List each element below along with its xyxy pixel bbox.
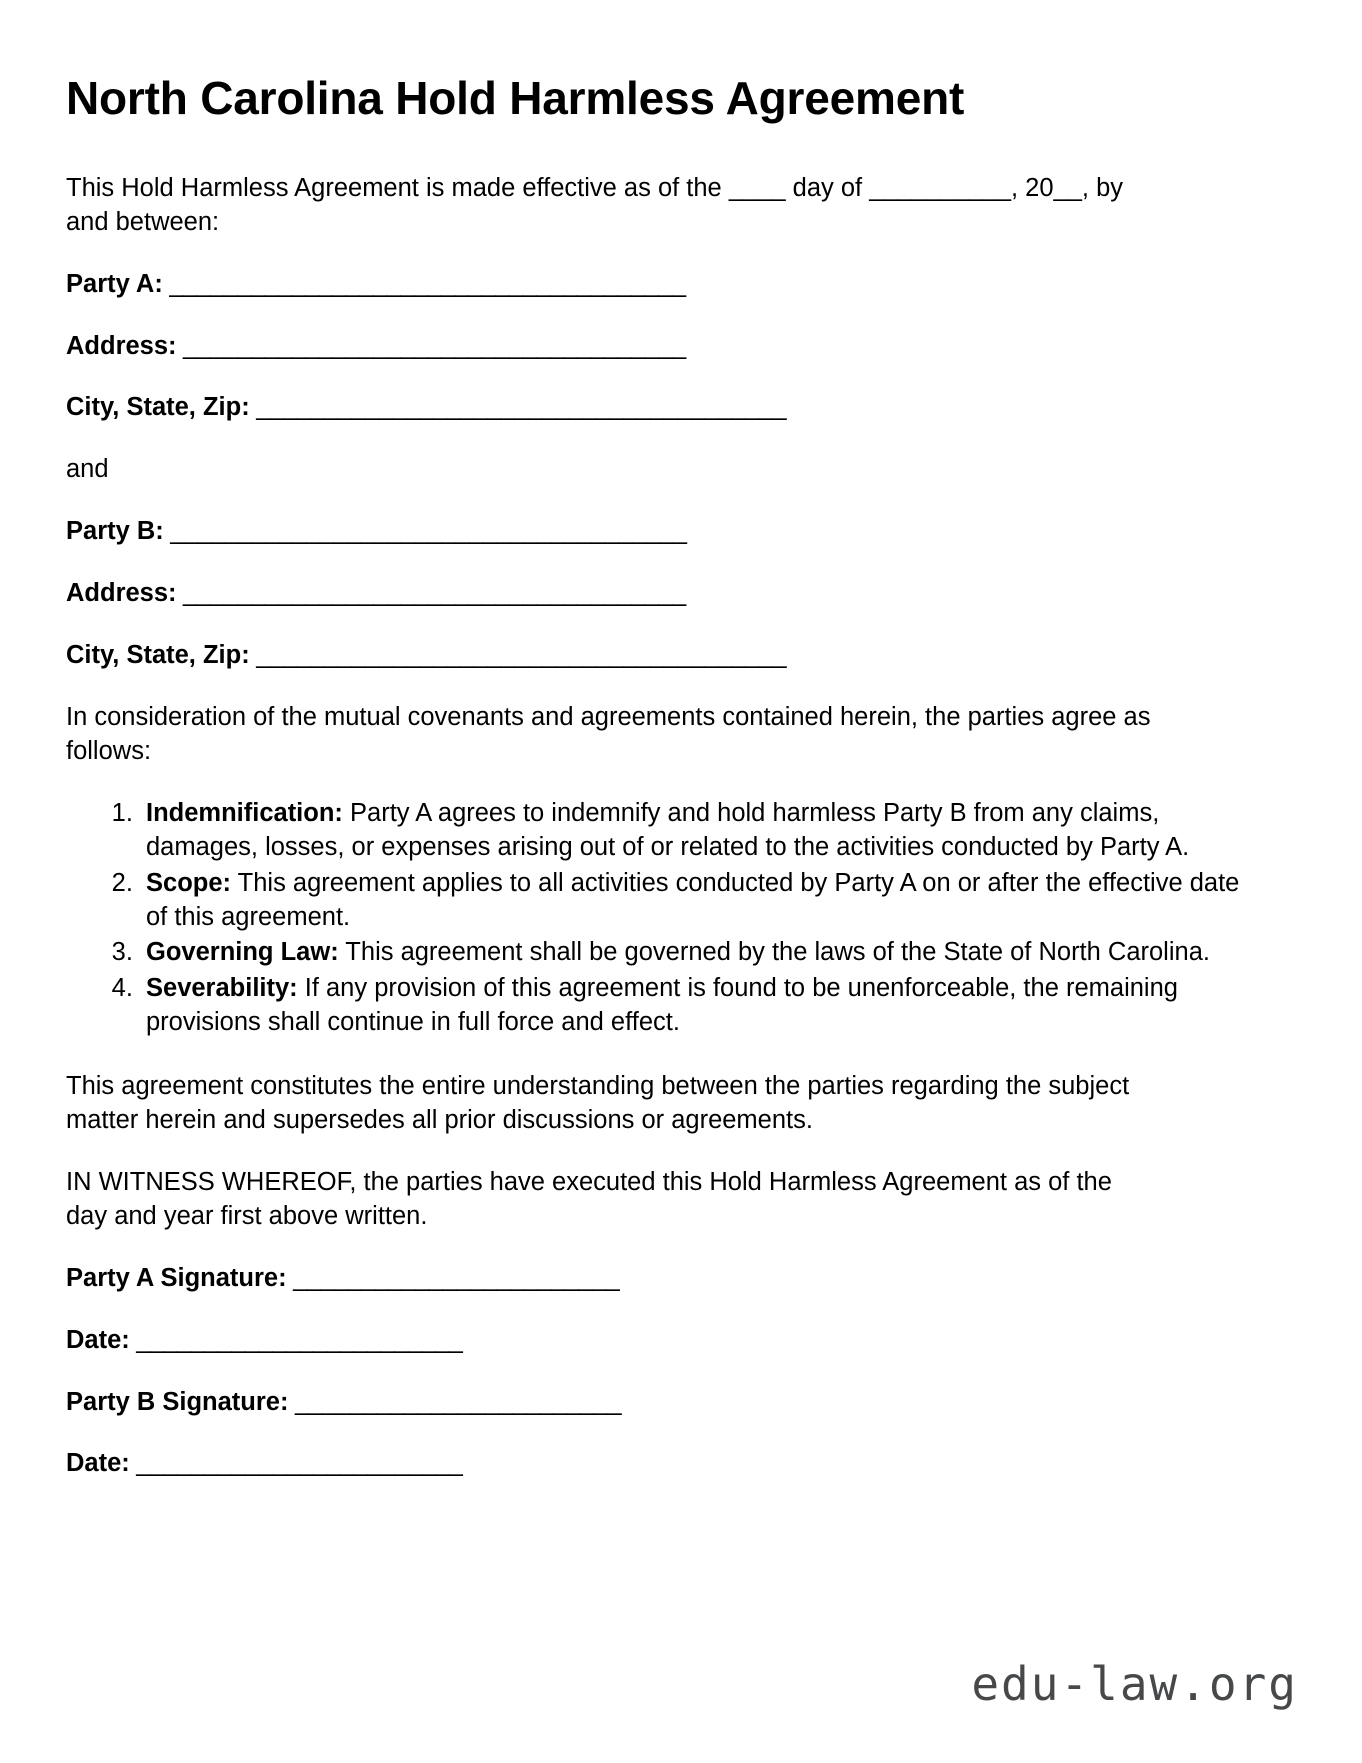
page-title: North Carolina Hold Harmless Agreement [66, 72, 965, 124]
party-a-signature-label: Party A Signature: [66, 1263, 287, 1292]
party-b-date-field [66, 1447, 1296, 1481]
party-a-date-label: Date: [66, 1325, 130, 1354]
conjunction-text: and [66, 455, 109, 484]
party-a-address-field [66, 330, 1296, 364]
party-b-signature-field [66, 1386, 1296, 1420]
party-b-name-label: Party B: [66, 517, 164, 546]
party-a-city-label: City, State, Zip: [66, 393, 250, 422]
intro-paragraph: This Hold Harmless Agreement is made effective as of the ____ day of __________, 20__, by and between: [66, 173, 1124, 236]
list-item [140, 972, 1240, 1040]
party-a-address-rule[interactable]: _____________________________________ [176, 331, 686, 360]
party-a-name-label: Party A: [66, 269, 163, 298]
clause-text: If any provision of this agreement is found to be unenforceable, the remaining provisions shall continue in full force and effect. [146, 974, 1178, 1037]
party-a-name-field [66, 268, 1296, 302]
party-b-city-field [66, 639, 1296, 673]
list-item [140, 797, 1240, 865]
party-b-signature-rule[interactable]: ________________________ [288, 1387, 621, 1416]
clause-text: This agreement applies to all activities conducted by Party A on or after the effective date of this agreement. [146, 868, 1240, 931]
site-watermark: edu-law.org [971, 1657, 1298, 1711]
clause-list [66, 797, 1240, 1040]
party-a-date-field [66, 1324, 1296, 1358]
clause-text: Party A agrees to indemnify and hold harmless Party B from any claims, damages, losses, or expenses arising out of or related to the activities conducted by Party A. [146, 798, 1190, 861]
party-b-date-label: Date: [66, 1449, 130, 1478]
list-item [140, 867, 1240, 935]
party-a-city-field [66, 391, 1296, 425]
list-item [140, 936, 1240, 970]
signature-block [66, 1262, 1296, 1482]
clause-term: Scope: [146, 868, 232, 897]
clause-term: Indemnification: [146, 798, 343, 827]
party-b-address-label: Address: [66, 579, 177, 608]
party-b-name-rule[interactable]: ______________________________________ [163, 517, 687, 546]
party-b-date-rule[interactable]: ________________________ [129, 1449, 463, 1478]
party-b-city-label: City, State, Zip: [66, 641, 250, 670]
party-a-signature-field [66, 1262, 1296, 1296]
party-a-signature-rule[interactable]: ________________________ [286, 1263, 620, 1292]
witness-paragraph: IN WITNESS WHEREOF, the parties have executed this Hold Harmless Agreement as of the day and year first above written. [66, 1167, 1112, 1230]
clause-text: This agreement shall be governed by the laws of the State of North Carolina. [338, 938, 1210, 967]
party-a-date-rule[interactable]: ________________________ [129, 1325, 463, 1354]
party-b-city-rule[interactable]: _______________________________________ [249, 641, 786, 670]
party-a-address-label: Address: [66, 331, 177, 360]
consideration-paragraph: In consideration of the mutual covenants and agreements contained herein, the parties agree as follows: [66, 702, 1151, 765]
party-b-address-rule[interactable]: _____________________________________ [176, 579, 686, 608]
party-a-city-rule[interactable]: _______________________________________ [249, 393, 786, 422]
party-b-address-field [66, 577, 1296, 611]
entire-agreement-paragraph: This agreement constitutes the entire understanding between the parties regarding the subject matter herein and supersedes all prior discussions or agreements. [66, 1072, 1130, 1135]
party-a-name-rule[interactable]: ______________________________________ [162, 269, 686, 298]
clause-term: Severability: [146, 974, 298, 1003]
clause-term: Governing Law: [146, 938, 339, 967]
party-b-name-field [66, 515, 1296, 549]
party-b-signature-label: Party B Signature: [66, 1387, 289, 1416]
